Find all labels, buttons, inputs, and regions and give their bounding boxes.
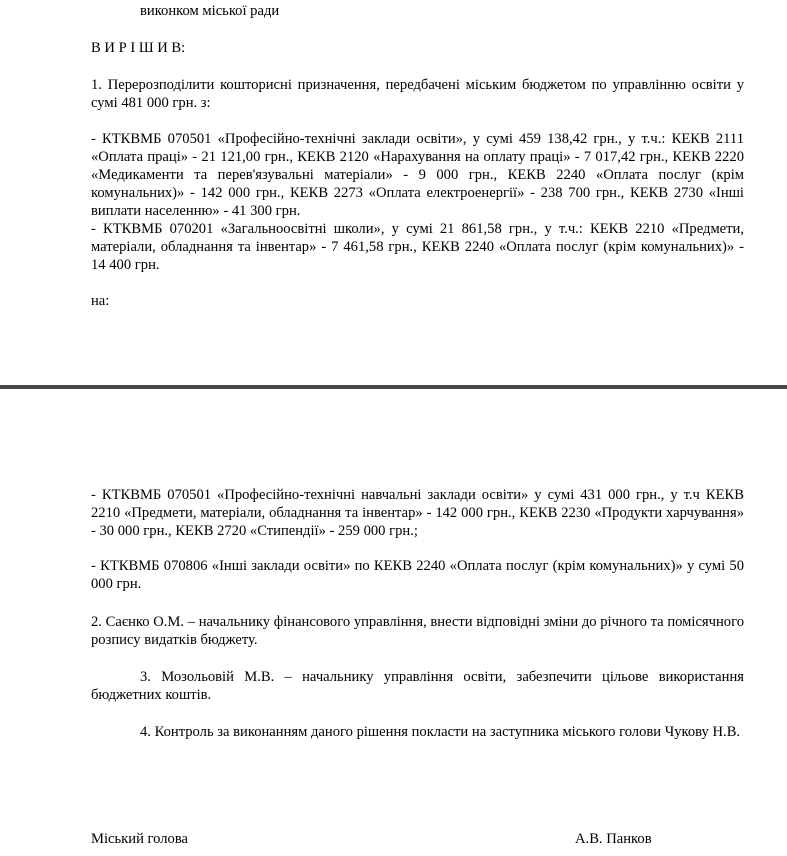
- resolved-heading: В И Р І Ш И В:: [91, 40, 186, 56]
- page-2: [0, 398, 787, 856]
- page-1: [0, 0, 787, 385]
- to-item-070806: - КТКВМБ 070806 «Інші заклади освіти» по КЕКВ 2240 «Оплата послуг (крім комунальних)» у сумі 50 000 грн.: [91, 558, 744, 592]
- item-1-intro: 1. Перерозподілити кошторисні призначення, передбачені міським бюджетом по управлінню освіти у сумі 481 000 грн. з:: [91, 77, 744, 111]
- signature-title: Міський голова: [91, 831, 189, 847]
- to-item-070501: - КТКВМБ 070501 «Професійно-технічні навчальні заклади освіти» у сумі 431 000 грн., у т.ч КЕКВ 2210 «Предмети, матеріали, обладнання та інвентар» - 142 000 грн., КЕКВ 2230 «Продукти харчування» - 30 000 грн., КЕКВ 2720 «Стипендії» - 259 000 грн.;: [91, 487, 744, 539]
- page-separator: [0, 385, 787, 398]
- to-label: на:: [91, 293, 110, 309]
- item-4: 4. Контроль за виконанням даного рішення покласти на заступника міського голови Чукову Н.В.: [140, 724, 741, 740]
- item-2: 2. Саєнко О.М. – начальнику фінансового управління, внести відповідні зміни до річного та помісячного розпису видатків бюджету.: [91, 614, 744, 648]
- from-item-070501: - КТКВМБ 070501 «Професійно-технічні заклади освіти», у сумі 459 138,42 грн., у т.ч.: КЕКВ 2111 «Оплата праці» - 21 121,00 грн., КЕКВ 2120 «Нарахування на оплату праці» - 7 017,42 грн., КЕКВ 2220 «Медикаменти та перев'язувальні матеріали» - 9 000 грн., КЕКВ 2240 «Оплата послуг (крім комунальних)» - 142 000 грн., КЕКВ 2273 «Оплата електроенергії» - 238 700 грн., КЕКВ 2730 «Інші виплати населенню» - 41 300 грн.: [91, 131, 744, 219]
- header-fragment: виконком міської ради: [140, 3, 280, 19]
- item-3: 3. Мозольовій М.В. – начальнику управління освіти, забезпечити цільове використання бюджетних коштів.: [91, 669, 744, 703]
- signature-name: А.В. Панков: [575, 831, 652, 847]
- from-item-070201: - КТКВМБ 070201 «Загальноосвітні школи», у сумі 21 861,58 грн., у т.ч.: КЕКВ 2210 «Предмети, матеріали, обладнання та інвентар» - 7 461,58 грн., КЕКВ 2240 «Оплата послуг (крім комунальних)» - 14 400 грн.: [91, 221, 744, 273]
